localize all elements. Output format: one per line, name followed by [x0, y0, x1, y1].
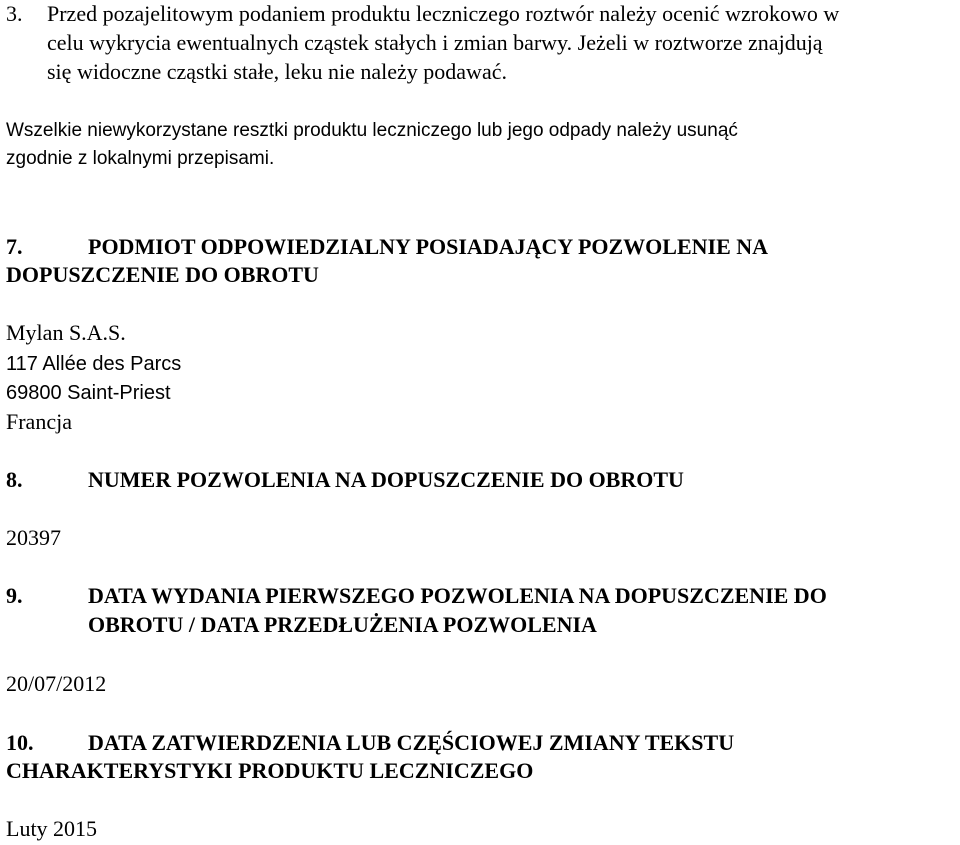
section-9-title-line-1: DATA WYDANIA PIERWSZEGO POZWOLENIA NA DOPUSZCZENIE DO: [88, 583, 827, 608]
section-9-number: 9.: [6, 583, 23, 608]
item-3-line-3: się widoczne cząstki stałe, leku nie należy podawać.: [47, 59, 507, 84]
section-10-number: 10.: [6, 730, 34, 755]
item-3-number: 3.: [6, 1, 23, 26]
item-3-line-1: Przed pozajelitowym podaniem produktu leczniczego roztwór należy ocenić wzrokowo w: [47, 1, 840, 26]
section-7-number: 7.: [6, 234, 23, 259]
section-8-title: NUMER POZWOLENIA NA DOPUSZCZENIE DO OBROTU: [88, 467, 684, 492]
section-10-title-line-1: DATA ZATWIERDZENIA LUB CZĘŚCIOWEJ ZMIANY TEKSTU: [88, 730, 735, 755]
text-revision-date: Luty 2015: [6, 816, 98, 841]
company-name: Mylan S.A.S.: [6, 320, 126, 345]
address-city: 69800 Saint-Priest: [6, 382, 171, 404]
address-country: Francja: [6, 409, 72, 434]
section-9-title-line-2: OBROTU / DATA PRZEDŁUŻENIA POZWOLENIA: [88, 612, 597, 637]
section-7-title-line-1: PODMIOT ODPOWIEDZIALNY POSIADAJĄCY POZWOLENIE NA: [88, 234, 769, 259]
authorization-number: 20397: [6, 525, 61, 550]
item-3-line-2: celu wykrycia ewentualnych cząstek stałych i zmian barwy. Jeżeli w roztworze znajdują: [47, 30, 823, 55]
disposal-line-1: Wszelkie niewykorzystane resztki produktu leczniczego lub jego odpady należy usunąć: [6, 120, 738, 141]
first-authorization-date: 20/07/2012: [6, 671, 107, 696]
section-10-title-line-2: CHARAKTERYSTYKI PRODUKTU LECZNICZEGO: [6, 758, 534, 783]
section-7-title-line-2: DOPUSZCZENIE DO OBROTU: [6, 262, 319, 287]
disposal-line-2: zgodnie z lokalnymi przepisami.: [6, 148, 275, 169]
section-8-number: 8.: [6, 467, 23, 492]
address-street: 117 Allée des Parcs: [6, 353, 182, 375]
